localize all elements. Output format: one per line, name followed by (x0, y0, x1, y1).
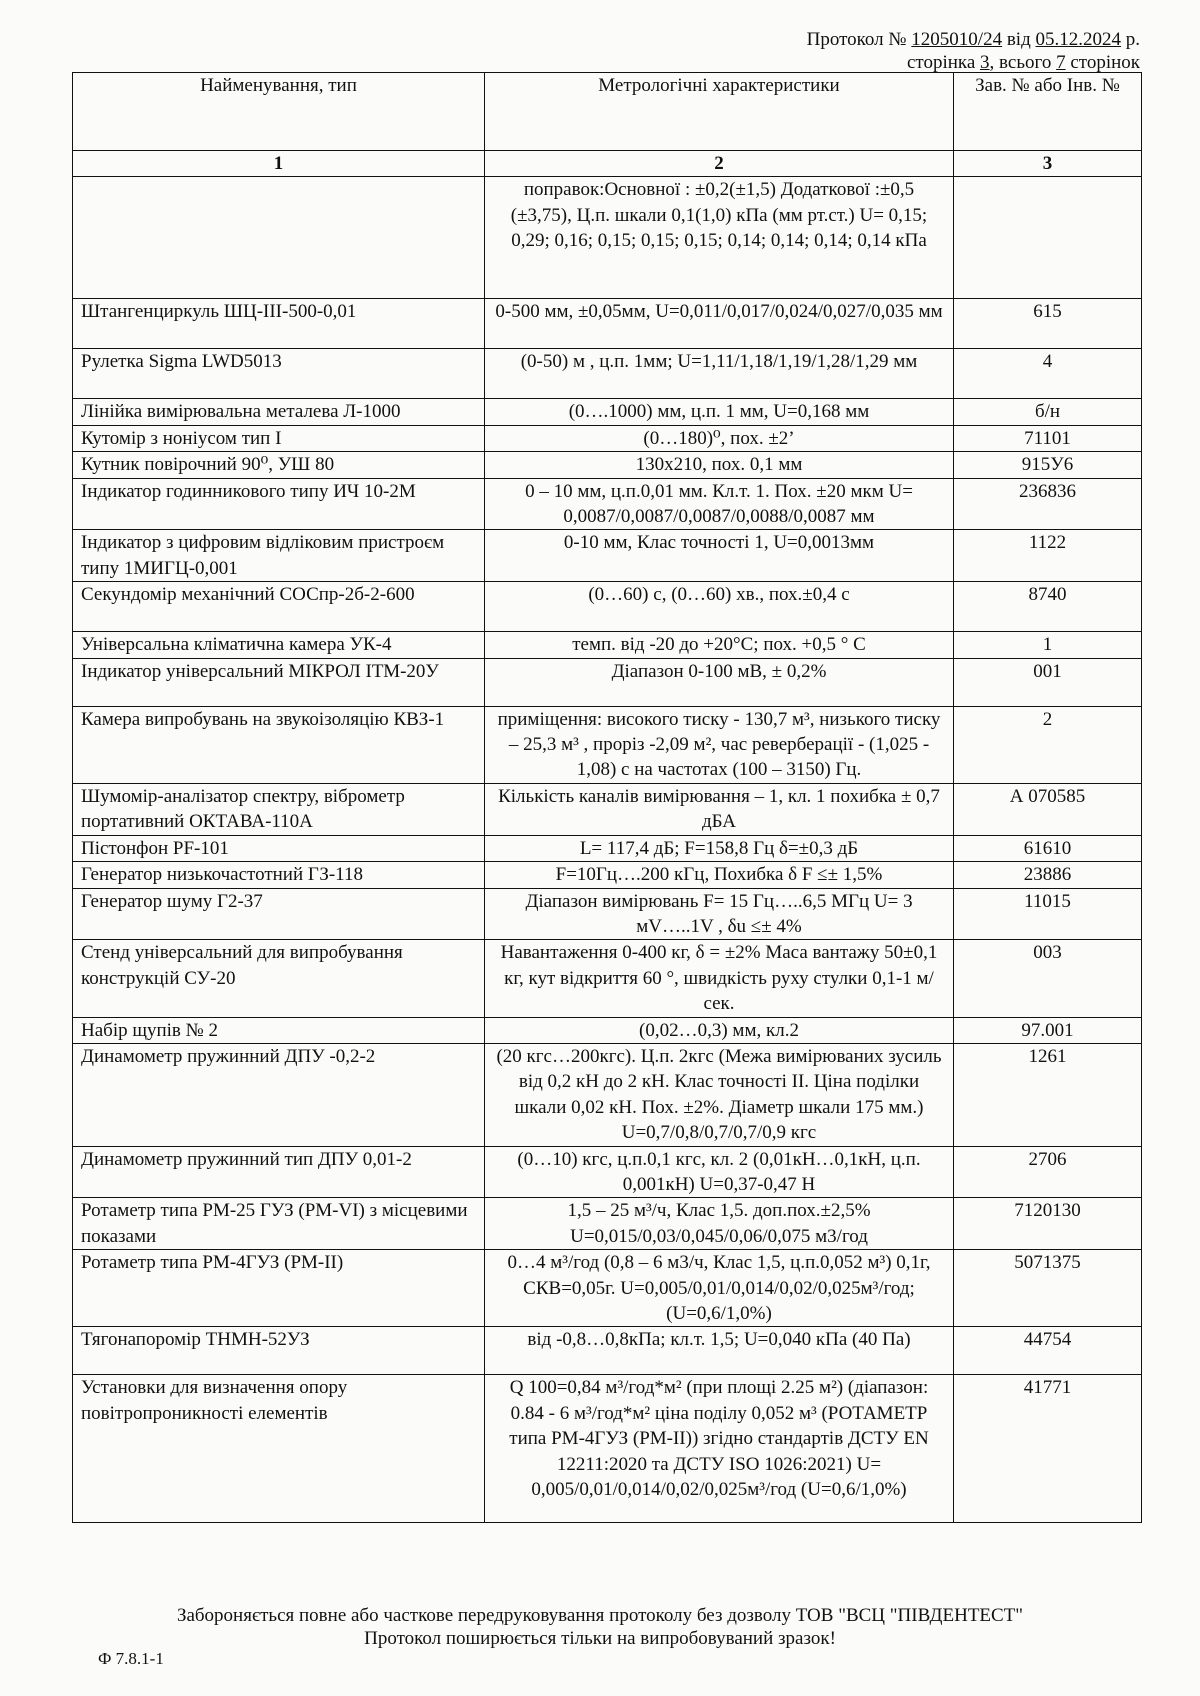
equipment-name: Шумомір-аналізатор спектру, віброметр портативний ОКТАВА-110А (73, 783, 485, 835)
metrological-specs: 0-10 мм, Клас точності 1, U=0,0013мм (485, 530, 954, 582)
equipment-name: Набір щупів № 2 (73, 1017, 485, 1043)
column-number: 3 (954, 151, 1142, 177)
table-row (73, 425, 1142, 451)
total-pages: 7 (1056, 52, 1066, 73)
equipment-name: Ротаметр типа РМ-25 ГУЗ (РМ-VI) з місцевими показами (73, 1198, 485, 1250)
serial-number: 41771 (954, 1375, 1142, 1523)
equipment-name: Кутник повірочний 90⁰, УШ 80 (73, 452, 485, 478)
serial-number: 1 (954, 632, 1142, 658)
column-header-name: Найменування, тип (73, 73, 485, 151)
equipment-name: Установки для визначення опору повітропроникності елементів (73, 1375, 485, 1523)
column-header-id: Зав. № або Інв. № (954, 73, 1142, 151)
equipment-name: Камера випробувань на звукоізоляцію КВЗ-1 (73, 706, 485, 783)
equipment-name: Стенд універсальний для випробування конструкцій СУ-20 (73, 940, 485, 1017)
equipment-name: Динамометр пружинний тип ДПУ 0,01-2 (73, 1146, 485, 1198)
serial-number: б/н (954, 399, 1142, 425)
table-row (73, 1375, 1142, 1523)
serial-number: А 070585 (954, 783, 1142, 835)
serial-number: 61610 (954, 835, 1142, 861)
metrological-specs: 130х210, пох. 0,1 мм (485, 452, 954, 478)
table-row (73, 706, 1142, 783)
serial-number: 2 (954, 706, 1142, 783)
column-header-specs: Метрологічні характеристики (485, 73, 954, 151)
footer (0, 1604, 1200, 1650)
metrological-specs: 0…4 м³/год (0,8 – 6 м3/ч, Клас 1,5, ц.п.0,052 м³) 0,1г, СКВ=0,05г. U=0,005/0,01/0,014/0,02/0,025м³/год;(U=0,6/1,0%) (485, 1250, 954, 1327)
column-number: 2 (485, 151, 954, 177)
equipment-name: Рулетка Sigma LWD5013 (73, 349, 485, 399)
equipment-name: Генератор шуму Г2-37 (73, 888, 485, 940)
table-row (73, 349, 1142, 399)
metrological-specs: приміщення: високого тиску - 130,7 м³, низького тиску – 25,3 м³ , проріз -2,09 м², час реверберації - (1,025 - 1,08) с на частотах (100 – 3150) Гц. (485, 706, 954, 783)
table-row (73, 452, 1142, 478)
equipment-name: Секундомір механічний СОСпр-2б-2-600 (73, 582, 485, 632)
serial-number: 5071375 (954, 1250, 1142, 1327)
footer-scope-notice: Протокол поширюється тільки на випробовуваний зразок! (364, 1628, 836, 1649)
table-row (73, 658, 1142, 706)
serial-number: 44754 (954, 1327, 1142, 1375)
table-row (73, 862, 1142, 888)
metrological-specs: темп. від -20 до +20°С; пох. +0,5 ° С (485, 632, 954, 658)
serial-number: 11015 (954, 888, 1142, 940)
table-row (73, 1043, 1142, 1146)
metrological-specs: 0-500 мм, ±0,05мм, U=0,011/0,017/0,024/0,027/0,035 мм (485, 299, 954, 349)
table-row (73, 1017, 1142, 1043)
serial-number: 8740 (954, 582, 1142, 632)
serial-number: 4 (954, 349, 1142, 399)
page-prefix: сторінка (906, 52, 976, 73)
equipment-table (72, 72, 1142, 1523)
serial-number (954, 177, 1142, 299)
table-row (73, 632, 1142, 658)
serial-number: 615 (954, 299, 1142, 349)
form-code: Ф 7.8.1-1 (98, 1649, 164, 1668)
metrological-specs: Навантаження 0-400 кг, δ = ±2% Маса вантажу 50±0,1 кг, кут відкриття 60 °, швидкість руху стулки 0,1-1 м/сек. (485, 940, 954, 1017)
equipment-name: Штангенциркуль ШЦ-ІІІ-500-0,01 (73, 299, 485, 349)
equipment-name: Універсальна кліматична камера УК-4 (73, 632, 485, 658)
serial-number: 71101 (954, 425, 1142, 451)
serial-number: 7120130 (954, 1198, 1142, 1250)
metrological-specs: (0,02…0,3) мм, кл.2 (485, 1017, 954, 1043)
year-suffix: р. (1125, 29, 1140, 50)
serial-number: 915У6 (954, 452, 1142, 478)
table-row (73, 299, 1142, 349)
metrological-specs: (0…10) кгс, ц.п.0,1 кгс, кл. 2 (0,01кН…0,1кН, ц.п. 0,001кН) U=0,37-0,47 Н (485, 1146, 954, 1198)
metrological-specs: F=10Гц….200 кГц, Похибка δ F ≤± 1,5% (485, 862, 954, 888)
metrological-specs: Q 100=0,84 м³/год*м² (при площі 2.25 м²) (діапазон: 0.84 - 6 м³/год*м² ціна поділу 0,052 м³ (РОТАМЕТР типа РМ-4ГУЗ (РМ-ІІ)) згідно стандартів ДСТУ EN 12211:2020 та ДСТУ ISO 1026:2021) U= 0,005/0,01/0,014/0,02/0,025м³/год (U=0,6/1,0%) (485, 1375, 954, 1523)
metrological-specs: (0-50) м , ц.п. 1мм; U=1,11/1,18/1,19/1,28/1,29 мм (485, 349, 954, 399)
equipment-name: Індикатор універсальний МІКРОЛ ІТМ-20У (73, 658, 485, 706)
equipment-name: Ротаметр типа РМ-4ГУЗ (РМ-ІІ) (73, 1250, 485, 1327)
equipment-name: Динамометр пружинний ДПУ -0,2-2 (73, 1043, 485, 1146)
metrological-specs: (0…60) с, (0…60) хв., пох.±0,4 с (485, 582, 954, 632)
serial-number: 001 (954, 658, 1142, 706)
metrological-specs: (20 кгс…200кгс). Ц.п. 2кгс (Межа вимірюваних зусиль від 0,2 кН до 2 кН. Клас точності ІІ. Ціна поділки шкали 0,02 кН. Пох. ±2%. Діаметр шкали 175 мм.) U=0,7/0,8/0,7/0,7/0,9 кгс (485, 1043, 954, 1146)
equipment-name (73, 177, 485, 299)
equipment-name: Індикатор з цифровим відліковим пристроєм типу 1МИГЦ-0,001 (73, 530, 485, 582)
table-row (73, 1146, 1142, 1198)
table-row (73, 478, 1142, 530)
table-row (73, 888, 1142, 940)
metrological-specs: Діапазон 0-100 мВ, ± 0,2% (485, 658, 954, 706)
metrological-specs: (0…180)⁰, пох. ±2’ (485, 425, 954, 451)
serial-number: 1122 (954, 530, 1142, 582)
equipment-name: Пістонфон PF-101 (73, 835, 485, 861)
table-row (73, 783, 1142, 835)
table-row (73, 1198, 1142, 1250)
protocol-prefix: Протокол № (806, 29, 907, 50)
serial-number: 23886 (954, 862, 1142, 888)
equipment-name: Лінійка вимірювальна металева Л-1000 (73, 399, 485, 425)
equipment-name: Генератор низькочастотний ГЗ-118 (73, 862, 485, 888)
serial-number: 2706 (954, 1146, 1142, 1198)
serial-number: 97.001 (954, 1017, 1142, 1043)
metrological-specs: Кількість каналів вимірювання – 1, кл. 1 похибка ± 0,7 дБА (485, 783, 954, 835)
table-row (73, 530, 1142, 582)
footer-copyright-notice: Забороняється повне або часткове передруковування протоколу без дозволу ТОВ "ВСЦ "ПІВДЕНТЕСТ" (176, 1605, 1024, 1626)
date-prefix: від (1006, 29, 1031, 50)
pages-suffix: сторінок (1070, 52, 1140, 73)
serial-number: 003 (954, 940, 1142, 1017)
page-number: 3 (980, 52, 990, 73)
metrological-specs: (0….1000) мм, ц.п. 1 мм, U=0,168 мм (485, 399, 954, 425)
table-row (73, 1250, 1142, 1327)
metrological-specs: поправок:Основної : ±0,2(±1,5) Додаткової :±0,5 (±3,75), Ц.п. шкали 0,1(1,0) кПа (мм рт.ст.) U= 0,15; 0,29; 0,16; 0,15; 0,15; 0,15; 0,14; 0,14; 0,14; 0,14 кПа (485, 177, 954, 299)
protocol-number: 1205010/24 (911, 29, 1003, 50)
protocol-date: 05.12.2024 (1035, 29, 1121, 50)
metrological-specs: від -0,8…0,8кПа; кл.т. 1,5; U=0,040 кПа (40 Па) (485, 1327, 954, 1375)
table-row (73, 582, 1142, 632)
table-row (73, 177, 1142, 299)
metrological-specs: 1,5 – 25 м³/ч, Клас 1,5. доп.пох.±2,5% U=0,015/0,03/0,045/0,06/0,075 м3/год (485, 1198, 954, 1250)
table-row (73, 399, 1142, 425)
total-prefix: , всього (989, 52, 1052, 73)
table-row (73, 940, 1142, 1017)
protocol-header (807, 28, 1140, 74)
table-row (73, 835, 1142, 861)
equipment-name: Тягонапоромір ТНМН-52УЗ (73, 1327, 485, 1375)
serial-number: 1261 (954, 1043, 1142, 1146)
serial-number: 236836 (954, 478, 1142, 530)
equipment-name: Кутомір з ноніусом тип І (73, 425, 485, 451)
column-number: 1 (73, 151, 485, 177)
metrological-specs: Діапазон вимірювань F= 15 Гц…..6,5 МГц U= 3 мV…..1V , δu ≤± 4% (485, 888, 954, 940)
metrological-specs: 0 – 10 мм, ц.п.0,01 мм. Кл.т. 1. Пох. ±20 мкм U= 0,0087/0,0087/0,0087/0,0088/0,0087 мм (485, 478, 954, 530)
table-row (73, 1327, 1142, 1375)
equipment-name: Індикатор годинникового типу ИЧ 10-2М (73, 478, 485, 530)
metrological-specs: L= 117,4 дБ; F=158,8 Гц δ=±0,3 дБ (485, 835, 954, 861)
